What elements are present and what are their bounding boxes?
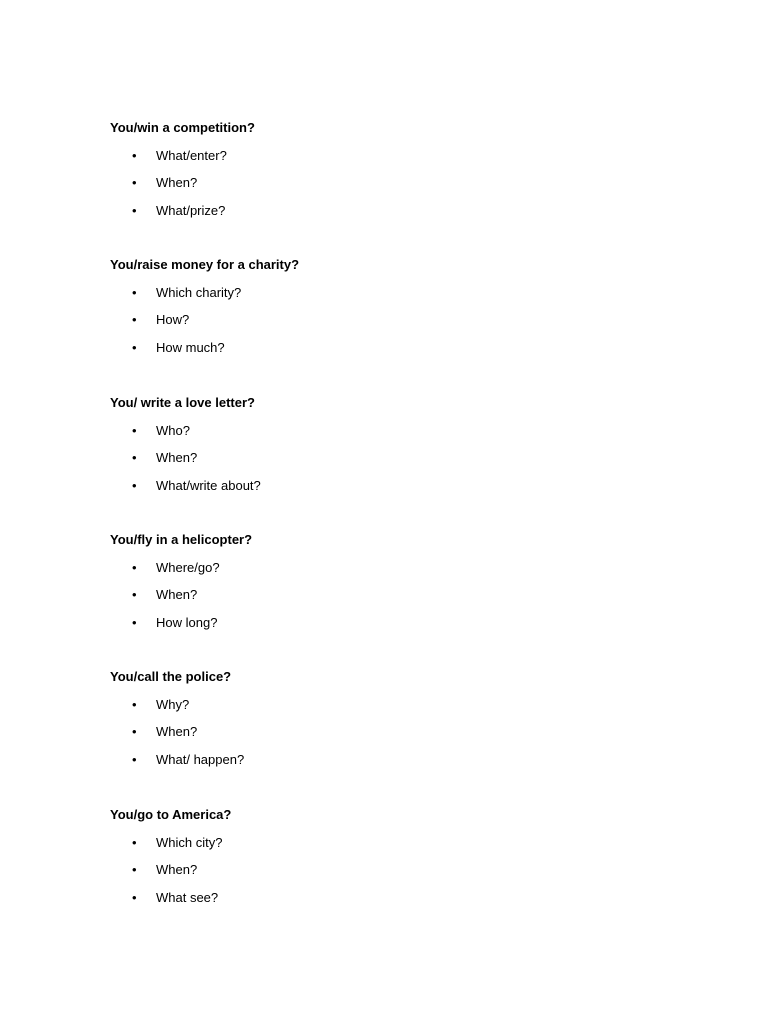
list-item [110,147,670,175]
bullet-icon: • [132,147,137,163]
list-item [110,834,670,862]
list-item [110,422,670,450]
list-item [110,311,670,339]
question-heading: You/ write a love letter? [110,395,255,410]
list-item-text: Which city? [156,834,223,850]
list-item-text: When? [156,587,198,603]
list-item [110,614,670,642]
bullet-icon: • [132,339,137,355]
list-item-text: Why? [156,696,190,712]
list-item-text: What see? [156,889,219,905]
list-item [110,202,670,230]
bullet-icon: • [132,559,137,575]
list-item-text: What/prize? [156,202,226,218]
bullet-icon: • [132,862,137,878]
list-item-text: When? [156,862,198,878]
question-section [110,531,670,641]
list-item [110,861,670,889]
question-section [110,668,670,778]
sub-question-list [110,422,670,505]
bullet-icon: • [132,614,137,630]
question-section [110,256,670,366]
sub-question-list [110,559,670,642]
list-item [110,477,670,505]
bullet-icon: • [132,696,137,712]
bullet-icon: • [132,724,137,740]
sub-question-list [110,696,670,779]
list-item-text: Who? [156,422,190,438]
sub-question-list [110,284,670,367]
bullet-icon: • [132,450,137,466]
list-item [110,723,670,751]
list-item [110,284,670,312]
bullet-icon: • [132,834,137,850]
bullet-icon: • [132,312,137,328]
list-item [110,559,670,587]
list-item-text: What/enter? [156,147,227,163]
list-item-text: How? [156,312,190,328]
bullet-icon: • [132,889,137,905]
list-item [110,889,670,917]
list-item [110,586,670,614]
bullet-icon: • [132,202,137,218]
sub-question-list [110,147,670,230]
list-item-text: What/write about? [156,477,261,493]
list-item [110,174,670,202]
list-item-text: Where/go? [156,559,220,575]
question-section [110,806,670,916]
bullet-icon: • [132,175,137,191]
bullet-icon: • [132,477,137,493]
question-heading: You/raise money for a charity? [110,257,300,272]
list-item-text: When? [156,175,198,191]
bullet-icon: • [132,422,137,438]
question-heading: You/win a competition? [110,120,255,135]
list-item [110,339,670,367]
bullet-icon: • [132,587,137,603]
list-item [110,751,670,779]
list-item [110,449,670,477]
question-heading: You/go to America? [110,807,232,822]
list-item-text: How much? [156,339,225,355]
list-item-text: When? [156,450,198,466]
list-item-text: How long? [156,614,218,630]
list-item-text: What/ happen? [156,751,245,767]
bullet-icon: • [132,284,137,300]
question-heading: You/call the police? [110,669,232,684]
question-heading: You/fly in a helicopter? [110,532,253,547]
sub-question-list [110,834,670,917]
question-section [110,119,670,229]
list-item-text: When? [156,724,198,740]
list-item-text: Which charity? [156,284,242,300]
list-item [110,696,670,724]
question-section [110,394,670,504]
bullet-icon: • [132,751,137,767]
